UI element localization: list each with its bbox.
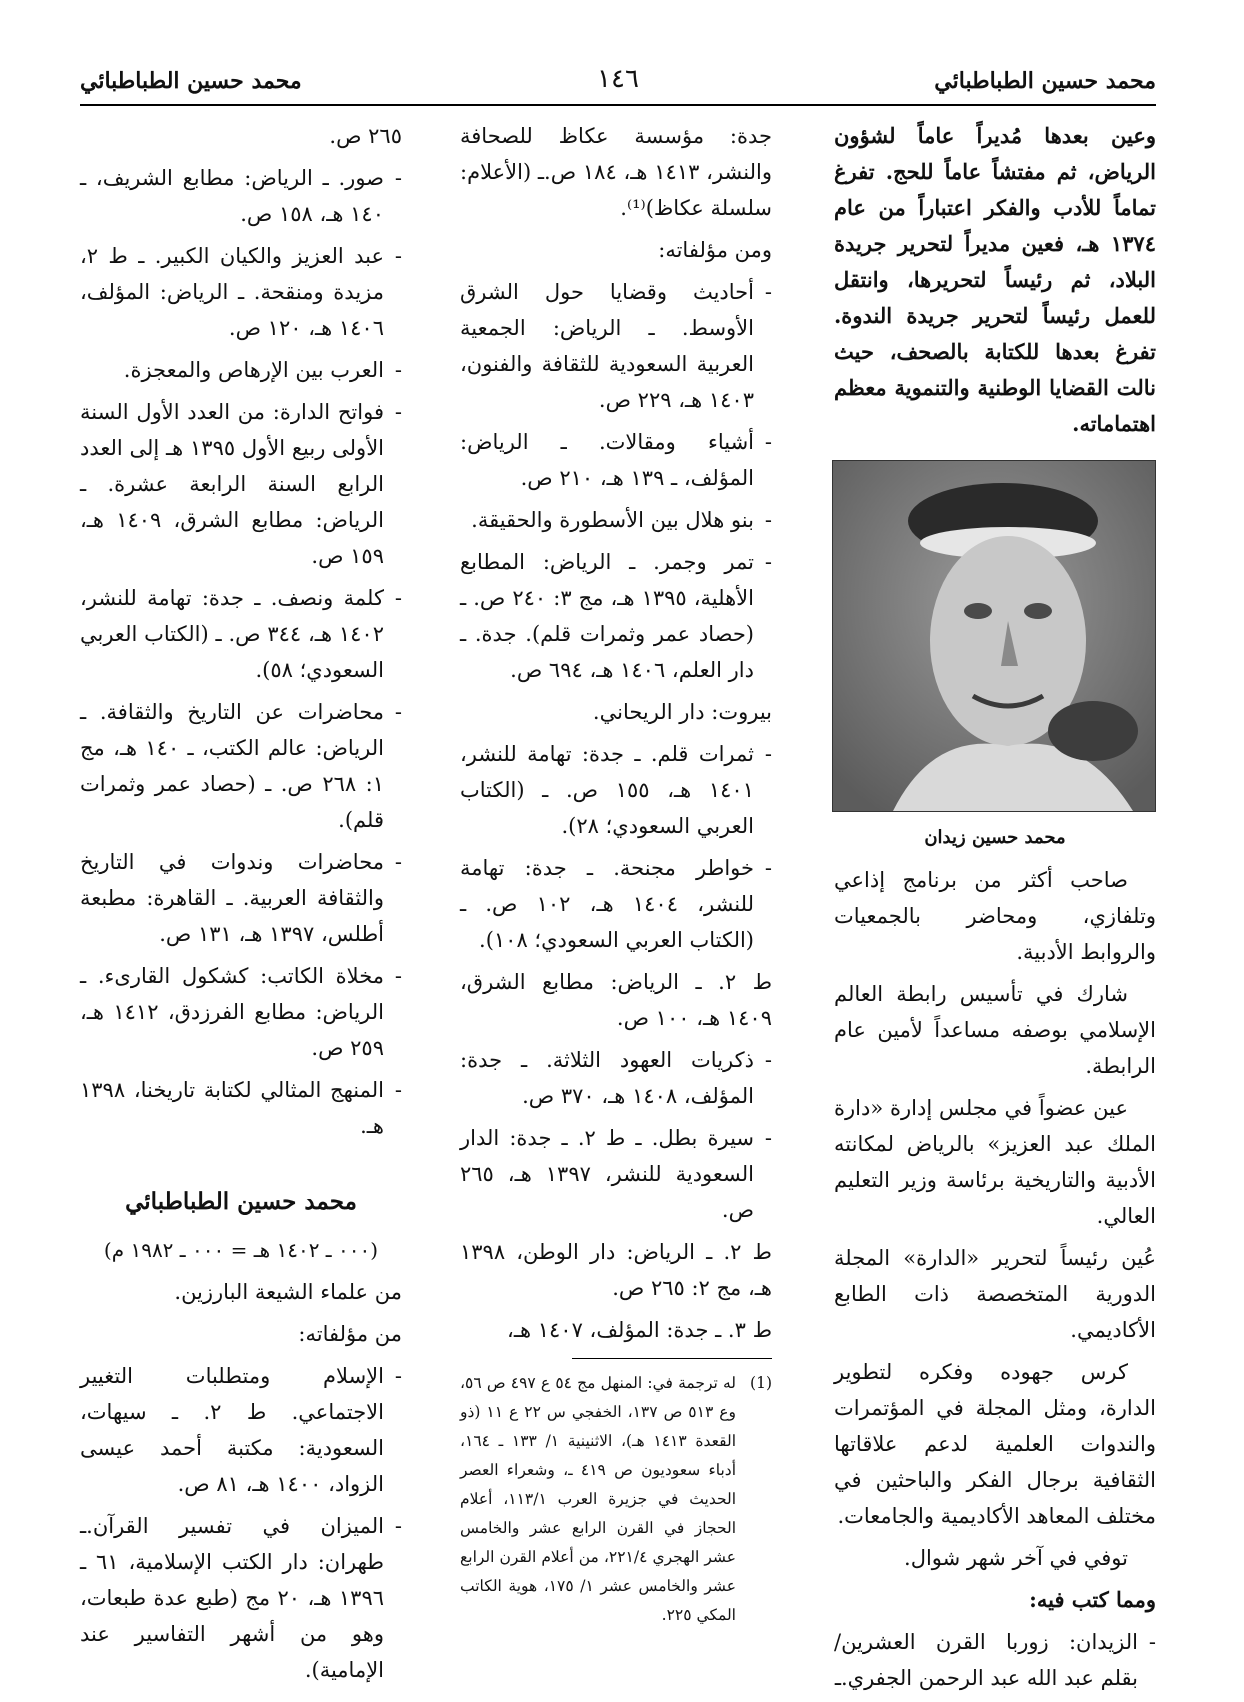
- work-entry: - سيرة بطل. ـ ط ٢. ـ جدة: الدار السعودية للنشر، ١٣٩٧ هـ، ٢٦٥ ص.: [460, 1120, 772, 1228]
- work-entry: - فواتح الدارة: من العدد الأول السنة الأولى ربيع الأول ١٣٩٥ هـ إلى العدد الرابع السنة الرابعة عشرة. ـ الرياض: مطابع الشرق، ١٤٠٩ هـ، ١٥٩ ص.: [80, 394, 402, 574]
- portrait-photo: [832, 460, 1156, 812]
- header-divider: [80, 104, 1156, 106]
- bio-paragraph: صاحب أكثر من برنامج إذاعي وتلفازي، ومحاضر بالجمعيات والروابط الأدبية.: [834, 868, 1156, 964]
- work-entry: - عبد العزيز والكيان الكبير. ـ ط ٢، مزيدة ومنقحة. ـ الرياض: المؤلف، ١٤٠٦ هـ، ١٢٠ ص.: [80, 238, 402, 346]
- work-entry: - بنو هلال بين الأسطورة والحقيقة.: [460, 502, 772, 538]
- work-entry: - ذكريات العهود الثلاثة. ـ جدة: المؤلف، ١٤٠٨ هـ، ٣٧٠ ص.: [460, 1042, 772, 1114]
- footnote-divider: [572, 1358, 772, 1359]
- photo-caption: محمد حسين زيدان: [924, 827, 1066, 848]
- work-entry: - أحاديث وقضايا حول الشرق الأوسط. ـ الرياض: الجمعية العربية السعودية للثقافة والفنون، ١٤٠٣ هـ، ٢٢٩ ص.: [460, 274, 772, 418]
- work-entry: - محاضرات وندوات في التاريخ والثقافة العربية. ـ القاهرة: مطبعة أطلس، ١٣٩٧ هـ، ١٣١ ص.: [80, 844, 402, 952]
- page-number: ١٤٦: [597, 64, 639, 94]
- work-entry: - أشياء ومقالات. ـ الرياض: المؤلف، ـ ١٣٩ هـ، ٢١٠ ص.: [460, 424, 772, 496]
- work-entry: - العرب بين الإرهاص والمعجزة.: [80, 352, 402, 388]
- work-entry: - ثمرات قلم. ـ جدة: تهامة للنشر، ١٤٠١ هـ، ١٥٥ ص. ـ (الكتاب العربي السعودي؛ ٢٨).: [460, 736, 772, 844]
- publisher-line: بيروت: دار الريحاني.: [592, 700, 772, 724]
- bio-paragraph: كرس جهوده وفكره لتطوير الدارة، ومثل المجلة في المؤتمرات والندوات العلمية لدعم علاقاتها الثقافية برجال الفكر والباحثين في مختلف المعاهد الأكاديمية والجامعات.: [834, 1360, 1156, 1528]
- works-label: من مؤلفاته:: [298, 1322, 402, 1346]
- work-entry: - كلمة ونصف. ـ جدة: تهامة للنشر، ١٤٠٢ هـ، ٣٤٤ ص. ـ (الكتاب العربي السعودي؛ ٥٨).: [80, 580, 402, 688]
- bio-paragraph: عين عضواً في مجلس إدارة «دارة الملك عبد العزيز» بالرياض لمكانته الأدبية والتاريخية برئاسة وزير التعليم العالي.: [834, 1096, 1156, 1228]
- middle-column: [460, 118, 772, 1630]
- continuation-text: جدة: مؤسسة عكاظ للصحافة والنشر، ١٤١٣ هـ، ١٨٤ ص.ـ (الأعلام: سلسلة عكاظ)⁽¹⁾.: [460, 124, 772, 220]
- edition-line: ط ٣. ـ جدة: المؤلف، ١٤٠٧ هـ،: [507, 1318, 772, 1342]
- footnote-text: له ترجمة في: المنهل مج ٥٤ ع ٤٩٧ ص ٥٦، وع ٥١٣ ص ١٣٧، الخفجي س ٢٢ ع ١١ (ذو القعدة ١٤١٣ هـ)، الاثنينية ١/ ١٣٣ ـ ١٦٤، أدباء سعوديون ص ٤١٩ ـ، وشعراء العصر الحديث في جزيرة العرب ١١٣/١، أعلام الحجاز في القرن الرابع عشر والخامس عشر الهجري ٢٢١/٤، من أعلام القرن الرابع عشر والخامس عشر ١/ ١٧٥، هوية الكاتب المكي ٢٢٥.: [460, 1374, 737, 1624]
- edition-line: ط ٢. ـ الرياض: مطابع الشرق، ١٤٠٩ هـ، ١٠٠ ص.: [460, 970, 772, 1030]
- work-entry: - المنهج المثالي لكتابة تاريخنا، ١٣٩٨ هـ.: [80, 1072, 402, 1144]
- bio-paragraph: عُين رئيساً لتحرير «الدارة» المجلة الدورية المتخصصة ذات الطابع الأكاديمي.: [834, 1246, 1156, 1342]
- section-title: محمد حسين الطباطبائي: [125, 1188, 357, 1215]
- work-entry: - صور. ـ الرياض: مطابع الشريف، ـ ١٤٠ هـ، ١٥٨ ص.: [80, 160, 402, 232]
- section-dates: (٠٠٠ ـ ١٤٠٢ هـ = ٠٠٠ ـ ١٩٨٢ م): [103, 1238, 379, 1262]
- work-entry: - الإسلام ومتطلبات التغيير الاجتماعي. ط ٢. ـ سيهات، السعودية: مكتبة أحمد عيسى الزواد، ١٤٠٠ هـ، ٨١ ص.: [80, 1358, 402, 1502]
- written-about-item: - الزيدان: زوربا القرن العشرين/ بقلم عبد الله عبد الرحمن الجفري.ـ: [834, 1624, 1156, 1696]
- running-title-left: محمد حسين الطباطبائي: [80, 68, 302, 94]
- work-entry: - مخلاة الكاتب: كشكول القارىء. ـ الرياض: مطابع الفرزدق، ١٤١٢ هـ، ٢٥٩ ص.: [80, 958, 402, 1066]
- portrait-illustration: [833, 461, 1155, 811]
- continuation-text: ٢٦٥ ص.: [329, 124, 402, 148]
- section-intro: من علماء الشيعة البارزين.: [174, 1280, 402, 1304]
- work-entry: - خواطر مجنحة. ـ جدة: تهامة للنشر، ١٤٠٤ هـ، ١٠٢ ص. ـ (الكتاب العربي السعودي؛ ١٠٨).: [460, 850, 772, 958]
- left-column: [80, 118, 402, 1694]
- footnote: [460, 1369, 772, 1630]
- work-entry: - الميزان في تفسير القرآن.ـ طهران: دار الكتب الإسلامية، ٦١ ـ ١٣٩٦ هـ، ٢٠ مج (طبع عدة طبعات، وهو من أشهر التفاسير عند الإمامية).: [80, 1508, 402, 1688]
- bio-paragraph: شارك في تأسيس رابطة العالم الإسلامي بوصفه مساعداً لأمين عام الرابطة.: [834, 982, 1156, 1078]
- bio-paragraph: توفي في آخر شهر شوال.: [904, 1546, 1128, 1570]
- page-header: [80, 58, 1156, 104]
- written-about-label: ومما كتب فيه:: [1029, 1587, 1156, 1612]
- right-column: [834, 118, 1156, 1702]
- running-title-right: محمد حسين الطباطبائي: [934, 68, 1156, 94]
- footnote-number: (1): [750, 1374, 772, 1392]
- work-entry: - محاضرات عن التاريخ والثقافة. ـ الرياض: عالم الكتب، ـ ١٤٠ هـ، مج ١: ٢٦٨ ص. ـ (حصاد عمر وثمرات قلم).: [80, 694, 402, 838]
- work-entry: - تمر وجمر. ـ الرياض: المطابع الأهلية، ١٣٩٥ هـ، مج ٣: ٢٤٠ ص. ـ (حصاد عمر وثمرات قلم). جدة. ـ دار العلم، ١٤٠٦ هـ، ٦٩٤ ص.: [460, 544, 772, 688]
- works-label: ومن مؤلفاته:: [658, 238, 772, 262]
- edition-line: ط ٢. ـ الرياض: دار الوطن، ١٣٩٨ هـ، مج ٢: ٢٦٥ ص.: [460, 1240, 772, 1300]
- biography-intro: وعين بعدها مُديراً عاماً لشؤون الرياض، ثم مفتشاً عاماً للحج. تفرغ تماماً للأدب والفكر اعتباراً من عام ١٣٧٤ هـ، فعين مديراً لتحرير جريدة البلاد، ثم رئيساً لتحريرها، وانتقل للعمل رئيساً لتحرير جريدة الندوة. تفرغ بعدها للكتابة بالصحف، حيث نالت القضايا الوطنية والتنموية معظم اهتماماته.: [834, 123, 1156, 436]
